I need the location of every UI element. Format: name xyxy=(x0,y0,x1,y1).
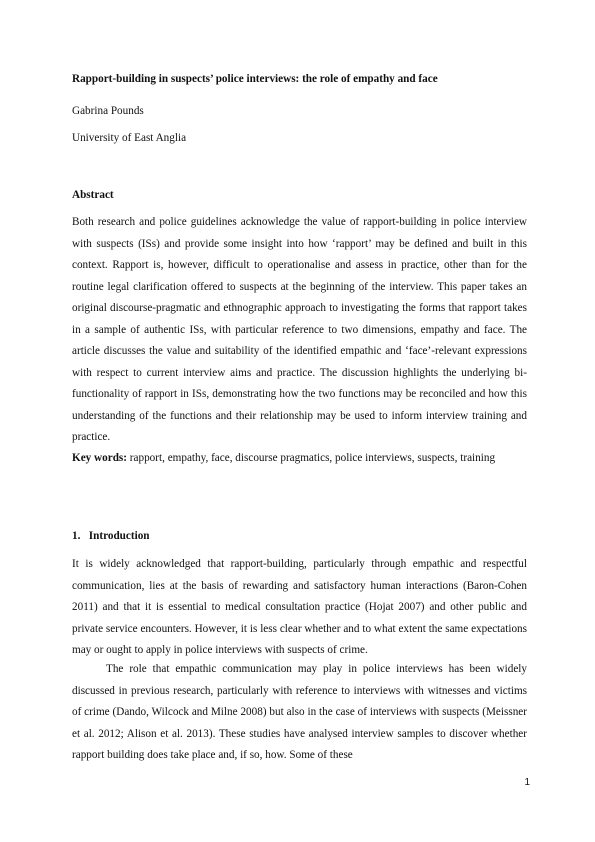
paper-title: Rapport-building in suspects’ police interviews: the role of empathy and face xyxy=(72,73,438,85)
abstract-heading: Abstract xyxy=(72,189,114,201)
section-heading xyxy=(72,526,527,548)
intro-paragraph-2: The role that empathic communication may play in police interviews has been widely discussed in previous research, particularly with reference to interviews with witnesses and victims of crime (Dando, Wilcock and Milne 2008) but also in the case of interviews with suspects (Meissner et al. 2012; Alison et al. 2013). These studies have analysed interview samples to discover whether rapport building does take place and, if so, how. Some of these xyxy=(72,663,527,761)
abstract-text: Both research and police guidelines acknowledge the value of rapport-building in police interview with suspects (ISs) and provide some insight into how ‘rapport’ may be defined and built in this context. Rapport is, however, difficult to operationalise and assess in practice, other than for the routine legal clarification offered to suspects at the beginning of the interview. This paper takes an original discourse-pragmatic and ethnographic approach to investigating the forms that rapport takes in a sample of authentic ISs, with particular reference to two dimensions, empathy and face. The article discusses the value and suitability of the identified empathic and ‘face’-relevant expressions with respect to current interview aims and practice. The discussion highlights the underlying bi-functionality of rapport in ISs, demonstrating how the two functions may be reconciled and how this understanding of the functions and their relationship may be used to inform interview training and practice. xyxy=(72,216,527,443)
keywords xyxy=(72,448,527,470)
keywords-label: Key words: xyxy=(72,452,127,464)
intro-paragraph-1: It is widely acknowledged that rapport-building, particularly through empathic and respectful communication, lies at the basis of rewarding and satisfactory human interactions (Baron-Cohen 2011) and that it is essential to medical consultation practice (Hojat 2007) and other public and private service encounters. However, it is less clear whether and to what extent the same expectations may or ought to apply in police interviews with suspects of crime. xyxy=(72,558,527,656)
author-name: Gabrina Pounds xyxy=(72,105,144,117)
page-number: 1 xyxy=(524,777,530,788)
section-title: Introduction xyxy=(88,530,150,542)
keywords-list: rapport, empathy, face, discourse pragmatics, police interviews, suspects, training xyxy=(127,452,496,464)
section-number: 1. xyxy=(72,530,81,542)
author-affiliation: University of East Anglia xyxy=(72,132,187,144)
